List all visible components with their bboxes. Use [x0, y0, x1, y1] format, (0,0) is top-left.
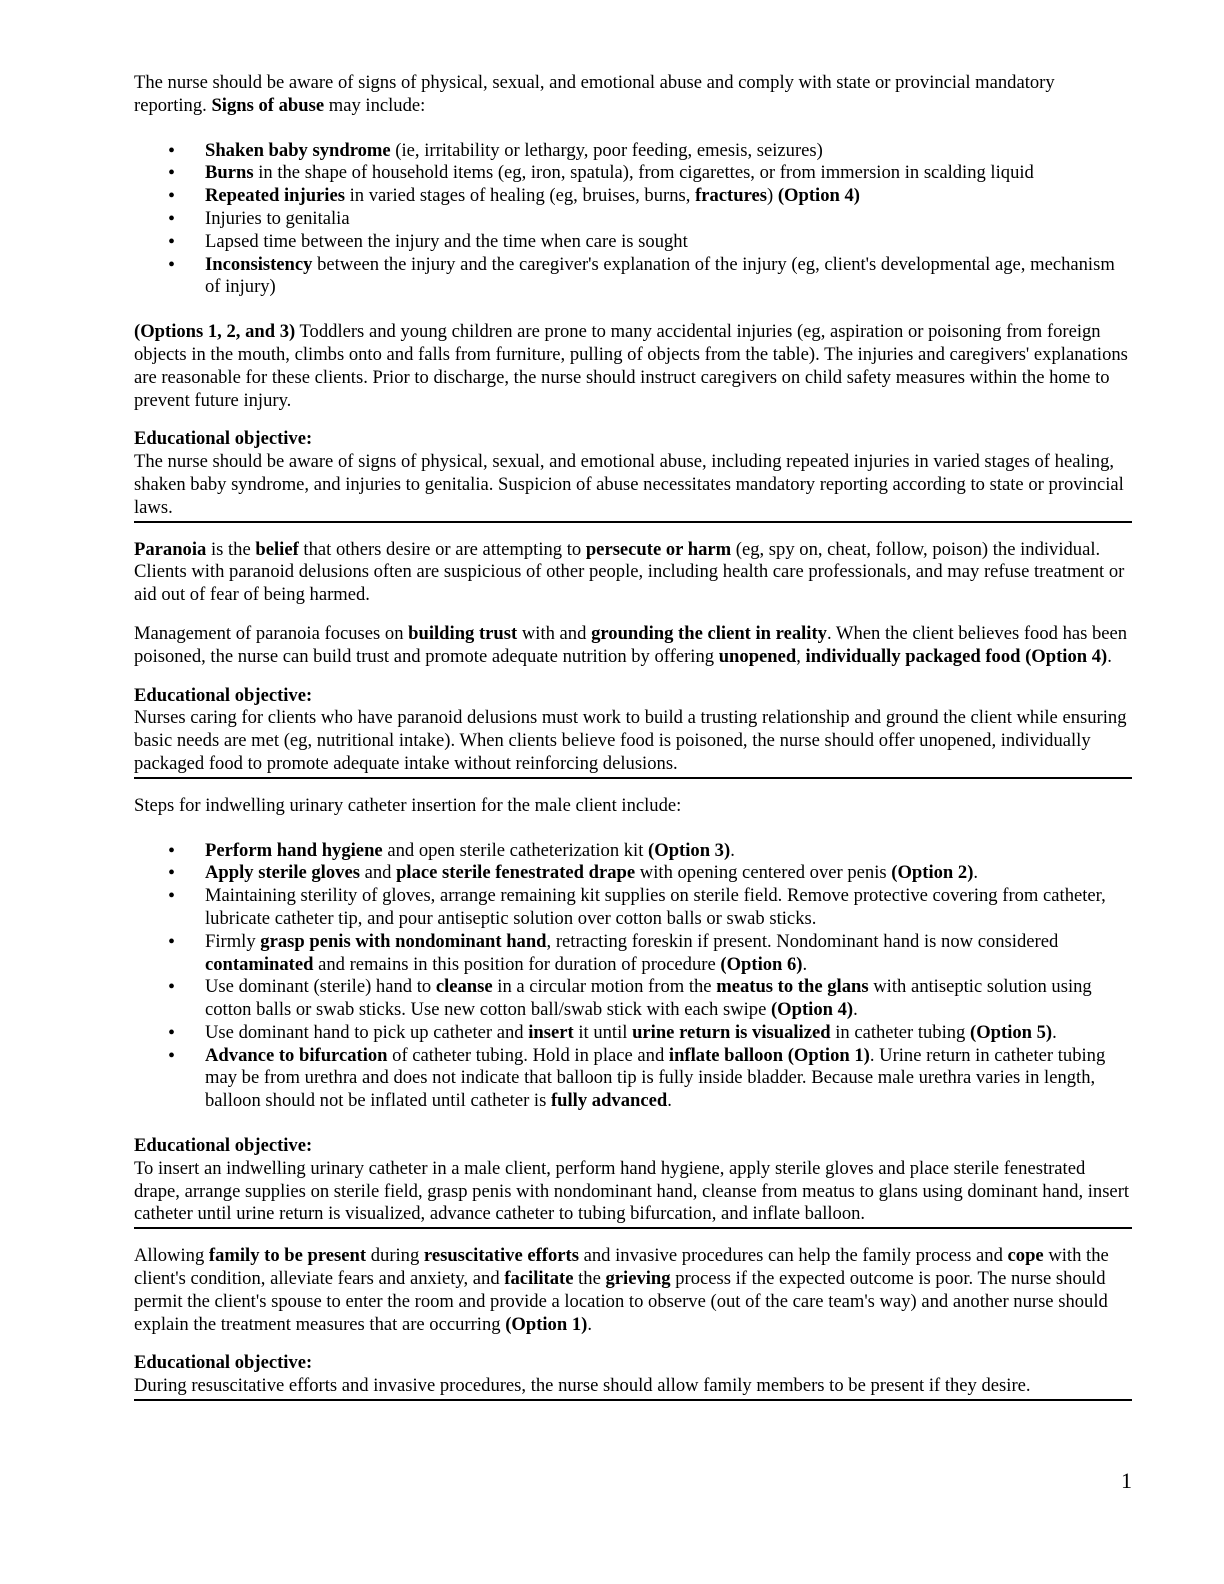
catheter-intro: Steps for indwelling urinary catheter insertion for the male client include: — [134, 794, 682, 816]
educational-objective-text: During resuscitative efforts and invasive procedures, the nurse should allow family members to be present if they desire. — [134, 1375, 1031, 1397]
bullet-item — [134, 862, 1132, 885]
abuse-intro — [134, 72, 1132, 118]
text-run: . When the client believes food has been poisoned, the nurse can build trust and promote adequate nutrition by offering — [134, 622, 1128, 667]
text-run: Lapsed time between the injury and the time when care is sought — [205, 230, 688, 252]
text-run: The nurse should be aware of signs of physical, sexual, and emotional abuse and comply with state or provincial mandatory reporting. — [134, 72, 1055, 116]
bold-text: insert — [528, 1021, 574, 1043]
document-page — [134, 72, 1132, 1401]
text-run: that others desire or are attempting to — [298, 538, 586, 560]
text-run: ) — [767, 185, 778, 207]
text-run: between the injury and the caregiver's explanation of the injury (eg, client's developmental age, mechanism of injury) — [205, 253, 1115, 298]
bold-text: (Option 1) — [505, 1313, 588, 1335]
text-run: of catheter tubing. Hold in place and — [387, 1044, 669, 1066]
educational-objective-heading: Educational objective: — [134, 684, 313, 706]
educational-objective-text: Nurses caring for clients who have paranoid delusions must work to build a trusting relationship and ground the client while ensuring basic needs are met (eg, nutritional intake). When clients believe food is poisoned, the nurse should offer unopened, individually packaged food to promote adequate intake without reinforcing delusions. — [134, 707, 1127, 774]
bullet-item — [134, 885, 1132, 931]
text-run: . — [973, 862, 979, 884]
catheter-steps-list — [134, 840, 1132, 1114]
bullet-item — [134, 840, 1132, 863]
bullet-item — [134, 231, 1132, 254]
text-run: . — [730, 839, 735, 861]
text-run: in catheter tubing — [830, 1021, 970, 1043]
bold-text: (Option 3) — [648, 839, 731, 861]
bold-text: cleanse — [435, 976, 493, 998]
educational-objective-heading: Educational objective: — [134, 1135, 313, 1157]
bold-text: grounding the client in reality — [591, 622, 827, 644]
bold-text: Signs of abuse — [211, 94, 325, 116]
bold-text: resuscitative efforts — [423, 1245, 579, 1267]
bold-text: Paranoia — [134, 538, 207, 560]
bold-text: unopened — [718, 645, 797, 667]
educational-objective-heading: Educational objective: — [134, 428, 313, 450]
text-run: (ie, irritability or lethargy, poor feeding, emesis, seizures) — [390, 139, 823, 161]
bold-text: fully advanced — [550, 1090, 668, 1112]
text-run: Allowing — [134, 1245, 209, 1267]
bullet-item — [134, 162, 1132, 185]
paranoia-definition — [134, 539, 1132, 607]
text-run: . — [587, 1313, 592, 1335]
bold-text: Apply sterile gloves — [205, 862, 360, 884]
text-run: with and — [517, 622, 592, 644]
educational-objective-heading: Educational objective: — [134, 1352, 313, 1374]
bold-text: grasp penis with nondominant hand — [260, 930, 547, 952]
bold-text: (Option 5) — [970, 1021, 1053, 1043]
bold-text: cope — [1007, 1245, 1044, 1267]
bold-text: (Option 2) — [891, 862, 974, 884]
text-run: during — [366, 1245, 424, 1267]
bold-text: facilitate — [504, 1268, 574, 1290]
text-run: with the client's condition, alleviate fears and anxiety, and — [134, 1245, 1109, 1290]
text-run: with opening centered over penis — [635, 862, 892, 884]
text-run: and invasive procedures can help the family process and — [578, 1245, 1008, 1267]
page-number: 1 — [1121, 1468, 1132, 1493]
bold-text: grieving — [605, 1268, 671, 1290]
bold-text: Repeated injuries — [205, 185, 345, 207]
bold-text: Advance to bifurcation — [205, 1044, 388, 1066]
bold-text: (Options 1, 2, and 3) — [134, 321, 296, 343]
text-run: in varied stages of healing (eg, bruises, burns, — [344, 185, 696, 207]
text-run: Use dominant hand to pick up catheter and — [205, 1021, 529, 1043]
bold-text: (Option 6) — [720, 953, 803, 975]
text-run: . Urine return in catheter tubing may be from urethra and does not indicate that balloon tip is fully inside bladder. Because male urethra varies in length, balloon should not be inflated until catheter is — [205, 1044, 1106, 1112]
bold-text: Shaken baby syndrome — [205, 139, 391, 161]
bold-text: Inconsistency — [205, 253, 313, 275]
bold-text: urine return is visualized — [632, 1021, 831, 1043]
text-run: in the shape of household items (eg, iron, spatula), from cigarettes, or from immersion in scalding liquid — [253, 162, 1034, 184]
abuse-signs-list — [134, 140, 1132, 300]
text-run: process if the expected outcome is poor. The nurse should permit the client's spouse to enter the room and provide a location to observe (out of the care team's way) and another nurse should explain the treatment measures that are occurring — [134, 1268, 1108, 1335]
text-run: Toddlers and young children are prone to many accidental injuries (eg, aspiration or poisoning from foreign objects in the mouth, climbs onto and falls from furniture, pulling of objects from the table). The injuries and caregivers' explanations are reasonable for these clients. Prior to discharge, the nurse should instruct caregivers on child safety measures within the home to prevent future injury. — [134, 321, 1128, 411]
family-presence-paragraph — [134, 1245, 1132, 1336]
section-abuse — [134, 72, 1132, 523]
bold-text: family to be present — [208, 1245, 367, 1267]
section-family-presence — [134, 1245, 1132, 1401]
bold-text: belief — [255, 538, 299, 560]
bold-text: meatus to the glans — [716, 976, 869, 998]
text-run: Use dominant (sterile) hand to — [205, 976, 436, 998]
section-catheter — [134, 795, 1132, 1230]
text-run: may include: — [324, 94, 426, 116]
text-run: . — [802, 953, 808, 975]
text-run: . — [1052, 1021, 1057, 1043]
bullet-item — [134, 931, 1132, 977]
text-run: , — [796, 645, 806, 667]
bold-text: individually packaged food (Option 4) — [805, 645, 1108, 667]
text-run: with antiseptic solution using cotton balls or swab sticks. Use new cotton ball/swab stick with each swipe — [205, 976, 1092, 1021]
text-run: . — [853, 999, 858, 1021]
bullet-item — [134, 1022, 1132, 1045]
abuse-accidental-paragraph — [134, 321, 1132, 412]
bullet-item — [134, 1045, 1132, 1113]
paranoia-management — [134, 623, 1132, 669]
text-run: Firmly — [205, 930, 261, 952]
bullet-item — [134, 185, 1132, 208]
bold-text: inflate balloon (Option 1) — [668, 1044, 870, 1066]
text-run: it until — [573, 1021, 633, 1043]
text-run: Maintaining sterility of gloves, arrange remaining kit supplies on sterile field. Remove protective covering from catheter, lubricate catheter tip, and pour antiseptic solution over cotton balls or swab sticks. — [205, 885, 1106, 929]
bold-text: Perform hand hygiene — [205, 839, 383, 861]
bold-text: contaminated — [205, 953, 314, 975]
text-run: Injuries to genitalia — [205, 207, 350, 229]
section-paranoia — [134, 539, 1132, 779]
text-run: . — [667, 1090, 672, 1112]
educational-objective-text: The nurse should be aware of signs of physical, sexual, and emotional abuse, including repeated injuries in varied stages of healing, shaken baby syndrome, and injuries to genitalia. Suspicion of abuse necessitates mandatory reporting according to state or provincial laws. — [134, 451, 1124, 518]
educational-objective-text: To insert an indwelling urinary catheter in a male client, perform hand hygiene, apply sterile gloves and place sterile fenestrated drape, arrange supplies on sterile field, grasp penis with nondominant hand, cleanse from meatus to glans using dominant hand, insert catheter until urine return is visualized, advance catheter to tubing bifurcation, and inflate balloon. — [134, 1157, 1130, 1225]
text-run: and — [359, 862, 397, 884]
text-run: (eg, spy on, cheat, follow, poison) the individual. Clients with paranoid delusions often are suspicious of other people, including health care professionals, and may refuse treatment or aid out of fear of being harmed. — [134, 538, 1125, 606]
bold-text: building trust — [408, 622, 518, 644]
bold-text: (Option 4) — [777, 185, 860, 207]
bold-text: persecute or harm — [585, 538, 732, 560]
text-run: . — [1107, 645, 1112, 667]
bold-text: Burns — [205, 162, 254, 184]
bullet-item — [134, 254, 1132, 300]
bullet-item — [134, 976, 1132, 1022]
text-run: and open sterile catheterization kit — [382, 839, 649, 861]
text-run: Management of paranoia focuses on — [134, 622, 409, 644]
text-run: is the — [206, 538, 256, 560]
text-run: , retracting foreskin if present. Nondominant hand is now considered — [546, 930, 1059, 952]
bold-text: fractures — [695, 185, 767, 207]
bullet-item — [134, 140, 1132, 163]
text-run: and remains in this position for duration of procedure — [313, 953, 721, 975]
bullet-item — [134, 208, 1132, 231]
bold-text: place sterile fenestrated drape — [396, 862, 636, 884]
text-run: in a circular motion from the — [492, 976, 717, 998]
text-run: the — [573, 1268, 606, 1290]
bold-text: (Option 4) — [770, 999, 854, 1021]
